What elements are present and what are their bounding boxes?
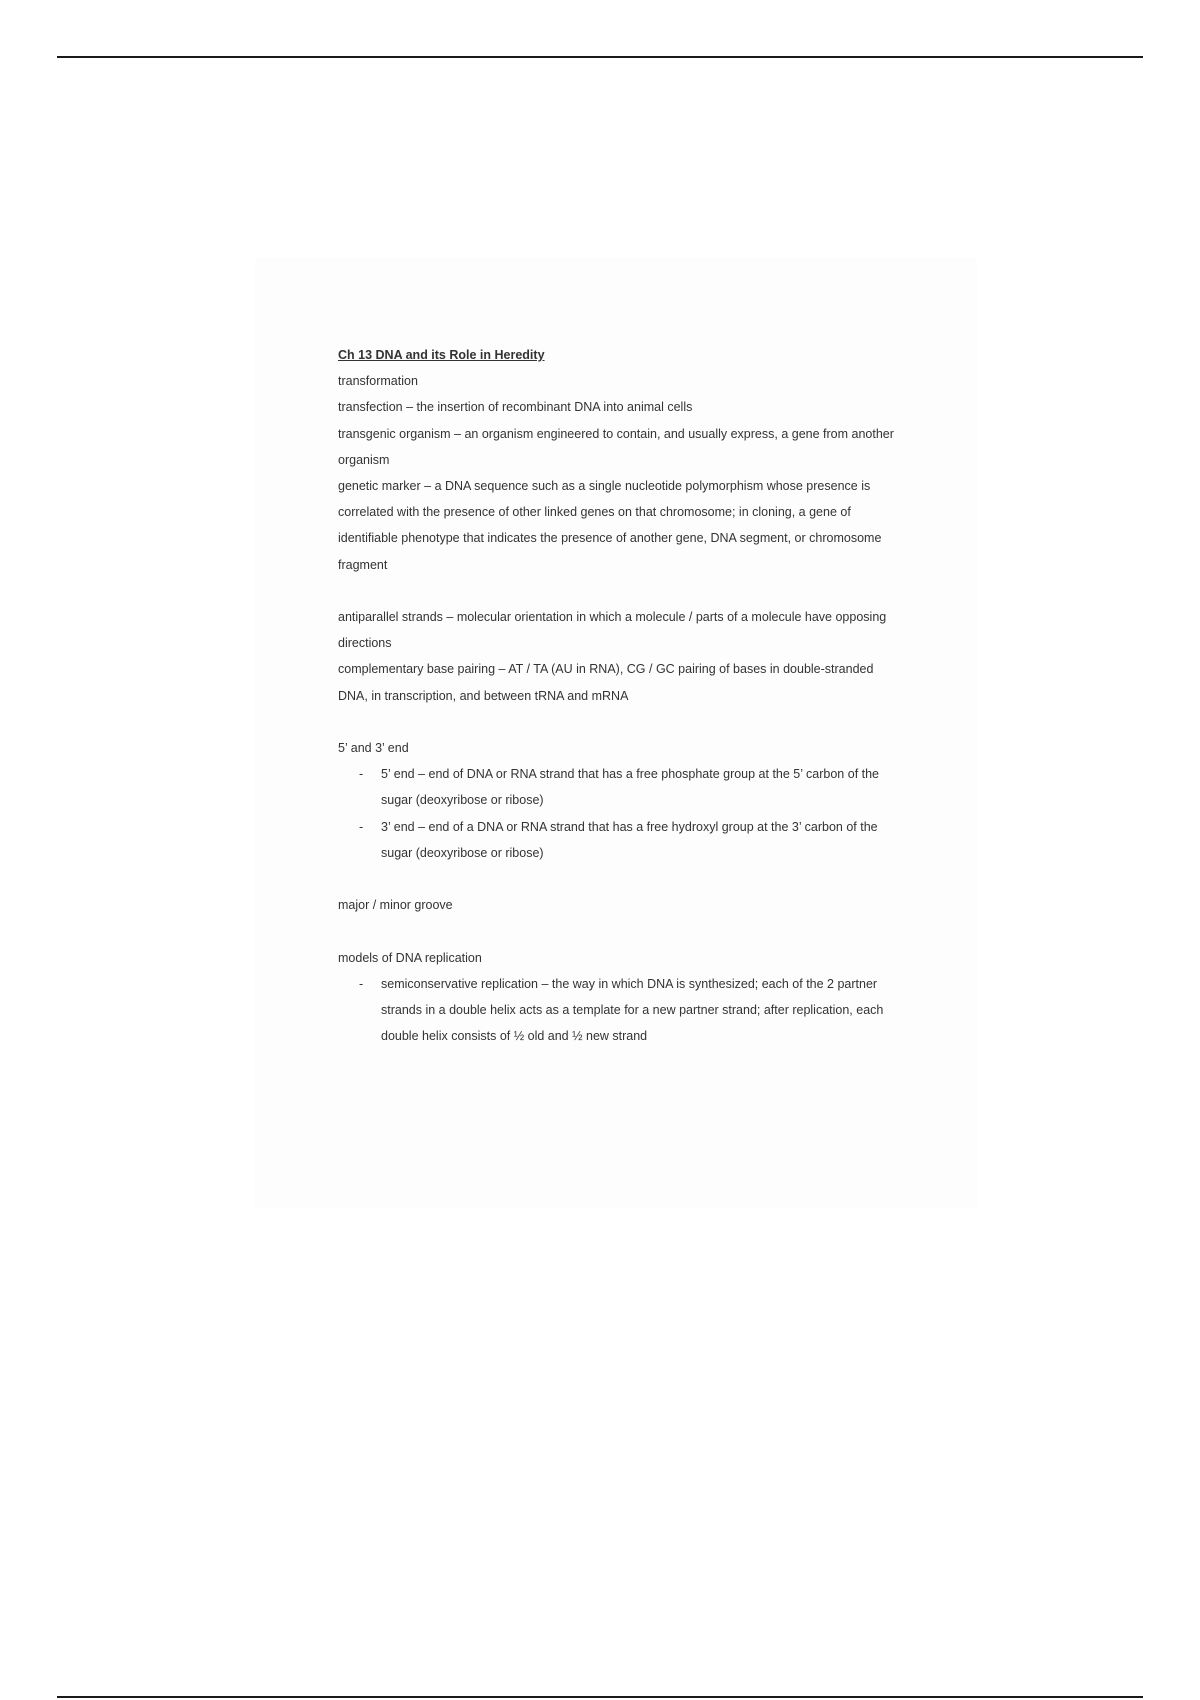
- term-genetic-marker: genetic marker – a DNA sequence such as a single nucleotide polymorphism whose presence is correlated with the presence of other linked genes on that chromosome; in cloning, a gene of identifiable phenotype that indicates the presence of another gene, DNA segment, or chromosome fragment: [338, 479, 882, 572]
- bottom-rule: [57, 1696, 1143, 1698]
- list-item-text: 3’ end – end of a DNA or RNA strand that has a free hydroxyl group at the 3’ carbon of the sugar (deoxyribose or ribose): [381, 819, 878, 860]
- list-item: [338, 971, 898, 1050]
- term-groove: major / minor groove: [338, 898, 453, 913]
- dash-bullet: -: [359, 976, 364, 991]
- spacer: [338, 918, 898, 944]
- list-item: [338, 814, 898, 866]
- document-title: Ch 13 DNA and its Role in Heredity: [338, 348, 545, 362]
- models-heading: models of DNA replication: [338, 950, 482, 965]
- term-transformation: transformation: [338, 374, 418, 389]
- spacer: [338, 578, 898, 604]
- dash-bullet: -: [359, 819, 364, 834]
- spacer: [338, 866, 898, 892]
- term-transfection: transfection – the insertion of recombinant DNA into animal cells: [338, 400, 693, 415]
- dash-bullet: -: [359, 767, 364, 782]
- models-list: [338, 971, 898, 1050]
- list-item: [338, 761, 898, 813]
- ends-list: [338, 761, 898, 866]
- ends-heading: 5’ and 3’ end: [338, 741, 409, 756]
- term-antiparallel-strands: antiparallel strands – molecular orientation in which a molecule / parts of a molecule have opposing directions: [338, 610, 887, 651]
- term-complementary-base-pairing: complementary base pairing – AT / TA (AU in RNA), CG / GC pairing of bases in double-stranded DNA, in transcription, and between tRNA and mRNA: [338, 662, 874, 703]
- spacer: [338, 709, 898, 735]
- list-item-text: semiconservative replication – the way in which DNA is synthesized; each of the 2 partner strands in a double helix acts as a template for a new partner strand; after replication, each double helix consists of ½ old and ½ new strand: [381, 976, 884, 1044]
- term-transgenic-organism: transgenic organism – an organism engineered to contain, and usually express, a gene from another organism: [338, 426, 894, 467]
- list-item-text: 5’ end – end of DNA or RNA strand that has a free phosphate group at the 5’ carbon of the sugar (deoxyribose or ribose): [381, 767, 880, 808]
- top-rule: [57, 56, 1143, 58]
- document-content: [338, 342, 898, 1049]
